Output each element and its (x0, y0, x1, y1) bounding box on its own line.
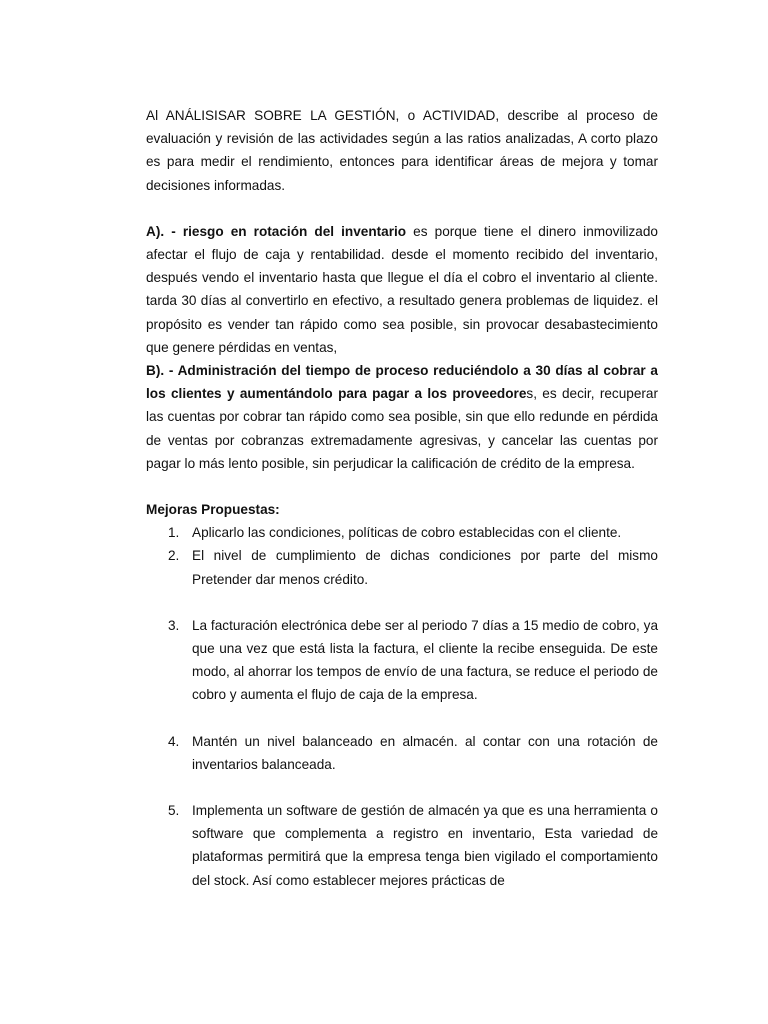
improvements-list-a (146, 521, 658, 892)
section-a-text: es porque tiene el dinero inmovilizado afectar el flujo de caja y rentabilidad. desde el momento recibido del inventario, después vendo el inventario hasta que llegue el día el cobro el inventario al cliente. tarda 30 días al convertirlo en efectivo, a resultado genera problemas de liquidez. el propósito es vender tan rápido como sea posible, sin provocar desabastecimiento que genere pérdidas en ventas, (146, 223, 658, 355)
list-item (146, 614, 658, 707)
list-item (146, 521, 658, 544)
section-a-label: A). - riesgo en rotación del inventario (146, 223, 407, 239)
list-item-number: 2. (168, 548, 180, 564)
list-item-text: El nivel de cumplimiento de dichas condiciones por parte del mismo Pretender dar menos crédito. (192, 548, 658, 587)
list-item (146, 799, 658, 892)
list-item-text: Implementa un software de gestión de almacén ya que es una herramienta o software que complementa a registro en inventario, Esta variedad de plataformas permitirá que la empresa tenga bien vigilado el comportamiento del stock. Así como establecer mejores prácticas de (192, 803, 658, 888)
list-item (146, 544, 658, 590)
list-item-number: 1. (168, 525, 180, 541)
list-item-number: 4. (168, 733, 180, 749)
list-item-number: 3. (168, 617, 180, 633)
section-b-paragraph (146, 359, 658, 475)
section-b-label: B). - Administración del tiempo de proceso reduciéndolo a 30 días al cobrar a los clientes y aumentándolo para pagar a los proveedore (146, 363, 658, 402)
section-a-paragraph (146, 220, 658, 359)
list-item (146, 730, 658, 776)
document-page (146, 104, 658, 892)
section-b-text: s, es decir, recuperar las cuentas por cobrar tan rápido como sea posible, sin que ello redunde en pérdida de ventas por cobranzas extremadamente agresivas, y cancelar las cuentas por pagar lo más lento posible, sin perjudicar la calificación de crédito de la empresa. (146, 386, 658, 471)
improvements-heading: Mejoras Propuestas: (146, 502, 280, 518)
list-item-text: La facturación electrónica debe ser al periodo 7 días a 15 medio de cobro, ya que una vez que está lista la factura, el cliente la recibe enseguida. De este modo, al ahorrar los tempos de envío de una factura, se reduce el periodo de cobro y aumenta el flujo de caja de la empresa. (192, 617, 658, 703)
list-item-text: Mantén un nivel balanceado en almacén. al contar con una rotación de inventarios balanceada. (192, 733, 658, 772)
list-item-number: 5. (168, 803, 180, 819)
intro-paragraph: Al ANÁLISISAR SOBRE LA GESTIÓN, o ACTIVIDAD, describe al proceso de evaluación y revisión de las actividades según a las ratios analizadas, A corto plazo es para medir el rendimiento, entonces para identificar áreas de mejora y tomar decisiones informadas. (146, 108, 658, 193)
list-item-text: Aplicarlo las condiciones, políticas de cobro establecidas con el cliente. (192, 525, 622, 541)
